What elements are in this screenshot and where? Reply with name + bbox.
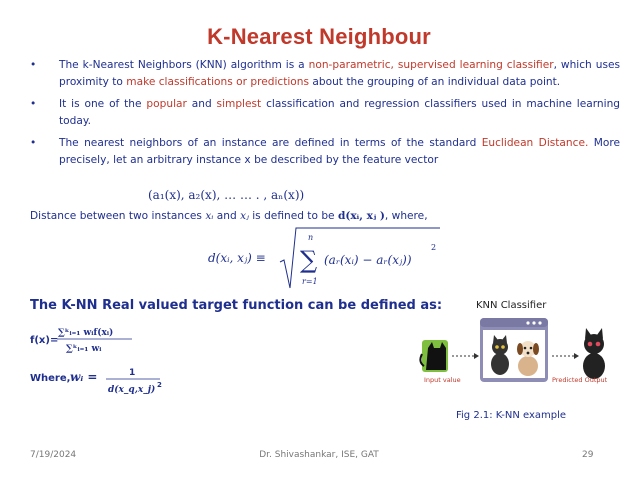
distance-function: d(xᵢ, xⱼ ) bbox=[337, 210, 385, 222]
xi-symbol: xᵢ bbox=[205, 210, 214, 222]
distance-text: , where, bbox=[384, 210, 428, 222]
bullet-marker: • bbox=[30, 59, 37, 71]
bullet-highlight: popular bbox=[146, 98, 187, 110]
bullet-text: The nearest neighbors of an instance are defined in terms of the standard bbox=[59, 137, 482, 149]
bullet-text: The k-Nearest Neighbors (KNN) algorithm is a bbox=[59, 59, 309, 71]
bullet-text: about the grouping of an individual data point. bbox=[309, 75, 561, 88]
bullet-marker: • bbox=[30, 98, 37, 110]
weight-symbol: wᵢ = bbox=[70, 370, 98, 384]
input-cat-icon bbox=[420, 340, 448, 372]
sum-lower: r=1 bbox=[302, 277, 318, 286]
formula-power: 2 bbox=[431, 243, 437, 252]
slide-title: K-Nearest Neighbour bbox=[207, 24, 431, 49]
sum-sign: ∑ bbox=[300, 246, 318, 274]
weight-definition bbox=[30, 366, 190, 403]
output-arrow-head bbox=[574, 353, 579, 359]
footer-author: Dr. Shivashankar, ISE, GAT bbox=[259, 450, 379, 460]
predicted-cat-icon bbox=[583, 328, 605, 379]
fx-numerator: ∑ᵏᵢ₌₁ wᵢf(xᵢ) bbox=[58, 328, 114, 338]
bullet-item bbox=[30, 57, 620, 90]
footer-date: 7/19/2024 bbox=[30, 450, 77, 460]
euclidean-formula bbox=[208, 224, 448, 296]
weight-denominator: d(x_q,x_j) bbox=[108, 385, 156, 395]
page-number: 29 bbox=[582, 450, 594, 460]
bullet-text: classification and regression classifiers used in machine learning today. bbox=[59, 98, 621, 127]
input-arrow-head bbox=[474, 353, 479, 359]
figure-caption: Fig 2.1: K-NN example bbox=[456, 410, 567, 421]
weight-power: 2 bbox=[157, 381, 162, 389]
bullet-text: and bbox=[186, 98, 217, 110]
distance-text: and bbox=[213, 210, 241, 222]
bullet-item bbox=[30, 96, 620, 129]
bullet-highlight: non-parametric, supervised learning classifier bbox=[308, 59, 554, 71]
distance-text: is defined to be bbox=[248, 210, 338, 222]
distance-text: Distance between two instances bbox=[30, 210, 206, 222]
section-heading: The K-NN Real valued target function can be defined as: bbox=[30, 298, 443, 313]
bullet-item bbox=[30, 135, 620, 168]
bullet-highlight: Euclidean Distance. bbox=[481, 137, 589, 149]
fx-formula bbox=[30, 324, 170, 356]
bullet-highlight: simplest bbox=[216, 98, 262, 110]
fx-denominator: ∑ᵏᵢ₌₁ wᵢ bbox=[66, 344, 102, 354]
formula-inner: (aᵣ(xᵢ) − aᵣ(xⱼ)) bbox=[324, 253, 412, 267]
weight-numerator: 1 bbox=[129, 368, 136, 378]
bullet-text: More precisely, let an arbitrary instance x be described by the feature vector bbox=[59, 137, 621, 166]
where-label: Where, bbox=[30, 373, 71, 384]
bullet-highlight: make classifications or predictions bbox=[126, 75, 310, 88]
bullet-text: , which uses proximity to bbox=[59, 59, 620, 88]
feature-vector: (a₁(x), a₂(x), … … . , aₙ(x)) bbox=[148, 188, 305, 202]
sum-upper: n bbox=[308, 233, 314, 242]
bullet-marker: • bbox=[30, 137, 37, 149]
target-function bbox=[30, 324, 170, 359]
weight-formula bbox=[30, 366, 190, 400]
xj-symbol: xⱼ bbox=[240, 210, 249, 222]
formula-lhs: d(xᵢ, xⱼ) ≡ bbox=[208, 251, 266, 265]
fx-label: f(x)= bbox=[30, 335, 59, 346]
bullet-list bbox=[30, 57, 620, 174]
input-value-label: Input value bbox=[424, 376, 461, 384]
bullet-text: It is one of the bbox=[59, 98, 147, 110]
distance-definition bbox=[30, 210, 428, 222]
predicted-output-label: Predicted Output bbox=[552, 376, 608, 384]
figure-title: KNN Classifier bbox=[476, 300, 547, 311]
